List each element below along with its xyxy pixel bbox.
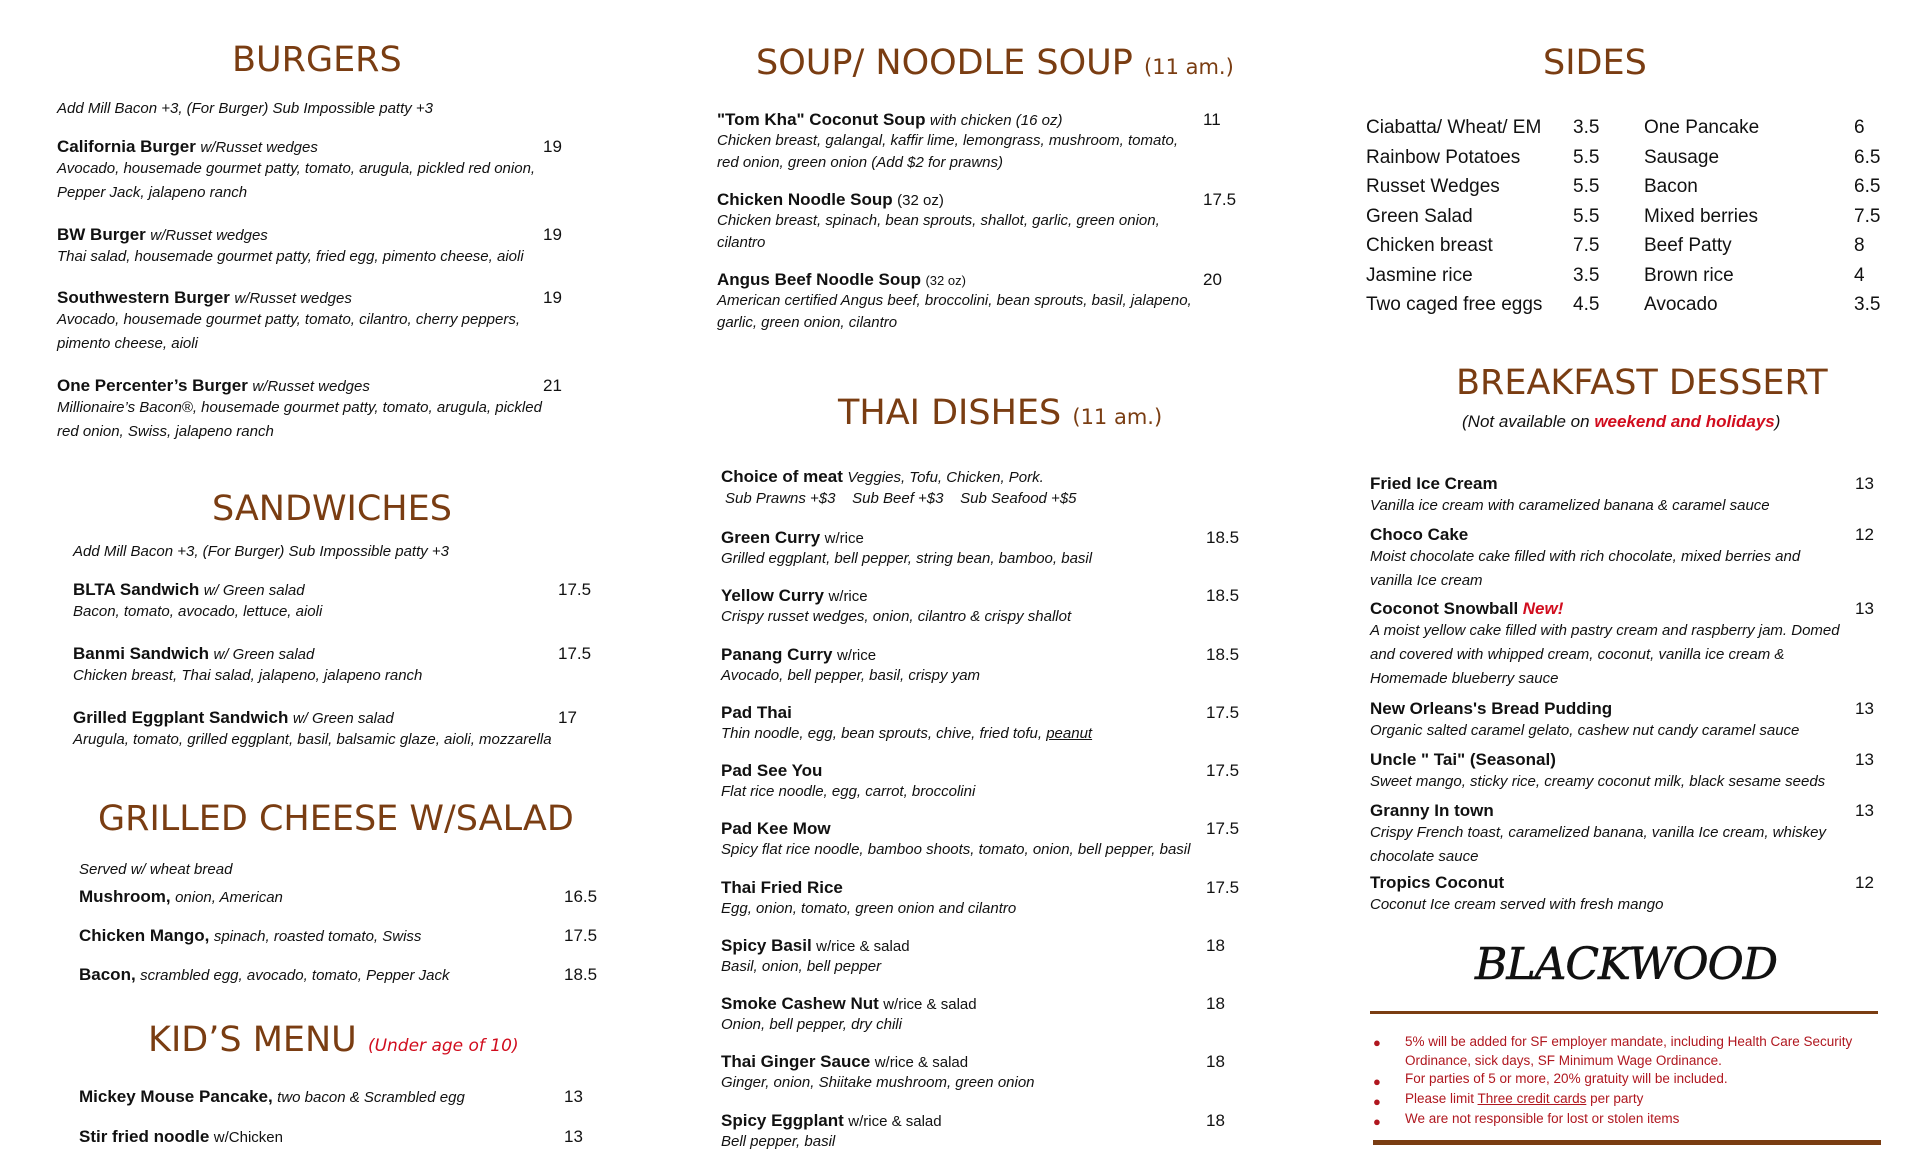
item-price: 17.5	[1206, 878, 1240, 897]
item-name: Spicy Basil	[721, 936, 812, 955]
side-name: Beef Patty	[1644, 235, 1732, 256]
side-price: 5.5	[1573, 176, 1600, 197]
item-desc: Arugula, tomato, grilled eggplant, basil, balsamic glaze, aioli, mozzarella	[73, 731, 552, 748]
item-desc	[721, 723, 1241, 745]
item-name: Tropics Coconut	[1370, 873, 1505, 892]
item-desc: Chicken breast, spinach, bean sprouts, shallot, garlic, green onion, cilantro	[717, 212, 1160, 251]
blackwood-logo	[1475, 933, 1777, 993]
item-price: 19	[543, 137, 562, 156]
item-side: two bacon & Scrambled egg	[277, 1089, 465, 1106]
menu-item	[79, 887, 619, 907]
item-price: 17.5	[558, 580, 592, 599]
side-name: Russet Wedges	[1366, 176, 1500, 197]
item-name: Panang Curry	[721, 645, 833, 664]
menu-item	[1370, 525, 1880, 593]
footer-note-3	[1405, 1091, 1643, 1106]
menu-item	[1370, 699, 1880, 743]
side-price: 7.5	[1854, 205, 1881, 227]
menu-item	[721, 936, 1241, 978]
side-name: Green Salad	[1366, 205, 1473, 227]
item-desc	[721, 898, 1241, 920]
menu-item	[57, 376, 562, 444]
kids-age-note: (Under age of 10)	[367, 1036, 519, 1056]
item-desc: Bacon, tomato, avocado, lettuce, aioli	[73, 603, 323, 620]
item-name: New Orleans's Bread Pudding	[1370, 699, 1613, 718]
availability-suffix: )	[1774, 412, 1781, 431]
footer-note-1: 5% will be added for SF employer mandate, including Health Care Security Ordinance, sick days, SF Minimum Wage Ordinance.	[1405, 1034, 1853, 1068]
item-price: 13	[1855, 801, 1874, 820]
item-name: California Burger	[57, 137, 196, 156]
dessert-availability	[1462, 412, 1780, 432]
item-desc: Vanilla ice cream with caramelized banana & caramel sauce	[1370, 497, 1770, 514]
menu-item	[79, 1087, 599, 1107]
item-name: "Tom Kha" Coconut Soup	[717, 110, 926, 129]
new-badge: New!	[1522, 599, 1564, 618]
item-name: Pad Kee Mow	[721, 819, 831, 838]
menu-item	[73, 644, 613, 688]
side-price: 6.5	[1854, 176, 1881, 197]
item-desc-text: Crispy russet wedges, onion, cilantro & crispy shallot	[721, 608, 1072, 625]
item-name: Chicken Mango,	[79, 926, 210, 945]
item-desc: Organic salted caramel gelato, cashew nut candy caramel sauce	[1370, 722, 1800, 739]
item-name: One Percenter’s Burger	[57, 376, 248, 395]
item-desc	[721, 1072, 1241, 1094]
item-desc-text: Basil, onion, bell pepper	[721, 958, 882, 975]
item-desc	[721, 781, 1241, 803]
choice-of-meat	[721, 467, 1241, 511]
choice-options: Veggies, Tofu, Chicken, Pork.	[847, 469, 1044, 486]
item-name: Bacon,	[79, 965, 136, 984]
item-name: Mushroom,	[79, 887, 171, 906]
menu-item	[721, 645, 1241, 687]
footer-note-4: We are not responsible for lost or stolen items	[1405, 1111, 1680, 1126]
item-desc-text: Grilled eggplant, bell pepper, string bean, bamboo, basil	[721, 550, 1093, 567]
item-desc	[721, 548, 1241, 570]
bullet-icon: ●	[1373, 1074, 1381, 1089]
item-price: 18	[1206, 936, 1225, 955]
item-desc-text: Avocado, bell pepper, basil, crispy yam	[721, 667, 981, 684]
item-name: Coconot Snowball	[1370, 599, 1519, 618]
item-name: Southwestern Burger	[57, 288, 230, 307]
item-price: 13	[564, 1087, 583, 1106]
item-name: Thai Ginger Sauce	[721, 1052, 871, 1071]
logo-wordmark: BLACKWOOD	[1475, 939, 1777, 990]
item-name: BW Burger	[57, 225, 146, 244]
item-desc: A moist yellow cake filled with pastry cream and raspberry jam. Domed and covered with whipped cream, coconut, vanilla ice cream & Homemade blueberry sauce	[1370, 622, 1840, 687]
menu-item	[79, 926, 619, 946]
menu-item	[57, 288, 562, 356]
side-name: Avocado	[1644, 294, 1718, 315]
side-price: 3.5	[1573, 117, 1600, 138]
item-name: Chicken Noodle Soup	[717, 190, 893, 209]
item-desc-text: Bell pepper, basil	[721, 1133, 836, 1150]
availability-prefix: (Not available on	[1462, 412, 1595, 431]
item-name: Pad See You	[721, 761, 823, 780]
side-price: 5.5	[1573, 205, 1600, 227]
item-side: w/Russet wedges	[234, 290, 352, 307]
menu-item	[721, 586, 1241, 628]
item-name: Pad Thai	[721, 703, 792, 722]
item-desc: Chicken breast, galangal, kaffir lime, lemongrass, mushroom, tomato, red onion, green onion (Add $2 for prawns)	[717, 132, 1179, 171]
item-side: w/Russet wedges	[150, 227, 268, 244]
item-price: 17.5	[1206, 761, 1240, 780]
item-name: Uncle " Tai" (Seasonal)	[1370, 750, 1556, 769]
bullet-icon: ●	[1373, 1114, 1381, 1129]
item-price: 12	[1855, 873, 1874, 892]
item-desc	[721, 956, 1241, 978]
item-price: 13	[1855, 699, 1874, 718]
menu-item	[1370, 750, 1880, 794]
item-desc	[721, 1014, 1241, 1036]
side-price: 6.5	[1854, 146, 1881, 168]
menu-item	[721, 1052, 1241, 1094]
menu-item	[1370, 801, 1880, 869]
footer-note-2: For parties of 5 or more, 20% gratuity will be included.	[1405, 1071, 1728, 1086]
item-desc: Sweet mango, sticky rice, creamy coconut milk, black sesame seeds	[1370, 773, 1826, 790]
item-desc-underlined: peanut	[1046, 725, 1093, 742]
item-desc: Avocado, housemade gourmet patty, tomato, arugula, pickled red onion, Pepper Jack, jalapeno ranch	[57, 160, 536, 201]
side-name: Sausage	[1644, 146, 1720, 168]
kids-title-text: KID’S MENU	[148, 1020, 357, 1060]
burgers-title: BURGERS	[232, 40, 402, 80]
menu-item	[721, 994, 1241, 1036]
dessert-title: BREAKFAST DESSERT	[1456, 363, 1828, 403]
bullet-icon: ●	[1373, 1094, 1381, 1109]
side-name: Bacon	[1644, 176, 1698, 197]
sandwiches-title: SANDWICHES	[212, 489, 452, 529]
item-desc: Chicken breast, Thai salad, jalapeno, jalapeno ranch	[73, 667, 423, 684]
choice-label: Choice of meat	[721, 467, 843, 486]
menu-item	[1370, 873, 1880, 917]
item-desc-text: Egg, onion, tomato, green onion and cilantro	[721, 900, 1017, 917]
menu-item	[721, 819, 1241, 861]
item-desc	[721, 665, 1241, 687]
item-side: w/rice	[836, 647, 877, 664]
side-price: 4.5	[1573, 294, 1600, 315]
menu-item	[721, 703, 1241, 745]
item-side: (32 oz)	[897, 192, 944, 209]
item-name: Grilled Eggplant Sandwich	[73, 708, 289, 727]
item-name: Spicy Eggplant	[721, 1111, 844, 1130]
menu-item	[57, 137, 562, 205]
item-desc-text: Spicy flat rice noodle, bamboo shoots, tomato, onion, bell pepper, basil	[721, 841, 1191, 858]
menu-item	[79, 965, 619, 985]
item-price: 13	[1855, 599, 1874, 618]
item-side: w/Chicken	[213, 1129, 283, 1146]
item-name: Granny In town	[1370, 801, 1494, 820]
menu-item	[73, 708, 613, 752]
item-name: Banmi Sandwich	[73, 644, 210, 663]
note-3-pre: Please limit	[1405, 1091, 1475, 1106]
item-price: 21	[543, 376, 562, 395]
item-price: 18	[1206, 1052, 1225, 1071]
item-desc: Thai salad, housemade gourmet patty, fried egg, pimento cheese, aioli	[57, 248, 524, 265]
menu-item	[717, 270, 1237, 334]
item-desc-text: Flat rice noodle, egg, carrot, broccolini	[721, 783, 976, 800]
menu-item	[57, 225, 562, 269]
sandwiches-note: Add Mill Bacon +3, (For Burger) Sub Impossible patty +3	[73, 543, 450, 560]
menu-item	[717, 190, 1237, 254]
soup-hours: (11 am.)	[1144, 55, 1234, 79]
burgers-note: Add Mill Bacon +3, (For Burger) Sub Impossible patty +3	[57, 100, 434, 117]
item-side: w/rice & salad	[848, 1113, 942, 1130]
menu-item	[721, 878, 1241, 920]
logo-icon	[1475, 933, 1777, 993]
item-side: with chicken (16 oz)	[929, 112, 1063, 129]
menu-item	[1370, 474, 1880, 518]
side-name: Ciabatta/ Wheat/ EM	[1366, 117, 1542, 138]
item-desc-text: Ginger, onion, Shiitake mushroom, green onion	[721, 1074, 1035, 1091]
side-name: Mixed berries	[1644, 205, 1759, 227]
item-desc	[721, 839, 1241, 861]
item-desc: Coconut Ice cream served with fresh mango	[1370, 896, 1664, 913]
item-side: spinach, roasted tomato, Swiss	[213, 928, 422, 945]
item-name: BLTA Sandwich	[73, 580, 200, 599]
sides-title: SIDES	[1543, 43, 1647, 83]
choice-subs: Sub Prawns +$3 Sub Beef +$3 Sub Seafood +$5	[725, 490, 1077, 507]
item-desc: Moist chocolate cake filled with rich chocolate, mixed berries and vanilla Ice cream	[1370, 548, 1801, 589]
item-name: Thai Fried Rice	[721, 878, 843, 897]
item-side: w/ Green salad	[213, 646, 315, 663]
footer-divider-top	[1370, 1011, 1878, 1014]
menu-item	[721, 761, 1241, 803]
grilled-cheese-title: GRILLED CHEESE W/SALAD	[98, 799, 574, 839]
item-price: 17.5	[1206, 819, 1240, 838]
side-price: 8	[1854, 235, 1865, 256]
item-side: w/Russet wedges	[200, 139, 318, 156]
item-price: 13	[564, 1127, 583, 1146]
item-price: 12	[1855, 525, 1874, 544]
side-price: 6	[1854, 117, 1865, 138]
item-price: 19	[543, 225, 562, 244]
item-name: Mickey Mouse Pancake,	[79, 1087, 273, 1106]
soup-title	[756, 43, 1234, 83]
menu-item	[717, 110, 1237, 174]
item-side: w/rice & salad	[874, 1054, 969, 1071]
side-price: 3.5	[1573, 264, 1600, 286]
side-price: 3.5	[1854, 294, 1881, 315]
item-desc	[721, 1131, 1241, 1153]
thai-title-text: THAI DISHES	[838, 393, 1062, 433]
item-price: 18.5	[564, 965, 598, 984]
item-price: 18.5	[1206, 586, 1240, 605]
item-price: 16.5	[564, 887, 598, 906]
item-name: Choco Cake	[1370, 525, 1469, 544]
item-side: w/rice & salad	[816, 938, 910, 955]
item-price: 18	[1206, 1111, 1225, 1130]
item-price: 17	[558, 708, 577, 727]
side-price: 5.5	[1573, 146, 1600, 168]
item-side: w/rice	[824, 530, 864, 547]
note-3-link: Three credit cards	[1477, 1091, 1587, 1106]
item-price: 18.5	[1206, 528, 1240, 547]
thai-hours: (11 am.)	[1072, 405, 1163, 429]
item-price: 13	[1855, 750, 1874, 769]
item-price: 17.5	[1206, 703, 1240, 722]
thai-title	[838, 393, 1162, 433]
item-desc: Millionaire’s Bacon®, housemade gourmet patty, tomato, arugula, pickled red onion, Swiss, jalapeno ranch	[57, 399, 542, 440]
item-desc	[721, 606, 1241, 628]
item-price: 18.5	[1206, 645, 1240, 664]
side-price: 4	[1854, 264, 1865, 286]
item-price: 17.5	[1203, 190, 1237, 209]
item-side: w/ Green salad	[203, 582, 305, 599]
menu-item	[79, 1127, 599, 1147]
item-name: Fried Ice Cream	[1370, 474, 1498, 493]
bullet-icon: ●	[1373, 1035, 1381, 1050]
item-name: Yellow Curry	[721, 586, 824, 605]
item-desc: Avocado, housemade gourmet patty, tomato, cilantro, cherry peppers, pimento cheese, aioli	[57, 311, 521, 352]
kids-title	[148, 1020, 519, 1060]
item-side: scrambled egg, avocado, tomato, Pepper Jack	[140, 967, 450, 984]
item-side: (32 oz)	[925, 273, 966, 288]
menu-item	[73, 580, 613, 624]
item-side: w/rice	[828, 588, 868, 605]
item-price: 18	[1206, 994, 1225, 1013]
item-name: Stir fried noodle	[79, 1127, 210, 1146]
menu-item	[721, 1111, 1241, 1153]
item-side: w/Russet wedges	[252, 378, 370, 395]
item-desc-text: Onion, bell pepper, dry chili	[721, 1016, 902, 1033]
item-name: Angus Beef Noodle Soup	[717, 270, 921, 289]
item-desc: American certified Angus beef, broccolini, bean sprouts, basil, jalapeno, garlic, green onion, cilantro	[717, 292, 1192, 331]
side-name: Jasmine rice	[1366, 264, 1473, 286]
item-desc-text: Thin noodle, egg, bean sprouts, chive, fried tofu,	[721, 725, 1043, 742]
side-name: Brown rice	[1644, 264, 1734, 286]
availability-highlight: weekend and holidays	[1594, 412, 1775, 431]
item-side: w/rice & salad	[883, 996, 977, 1013]
side-name: Rainbow Potatoes	[1366, 146, 1521, 168]
item-price: 19	[543, 288, 562, 307]
item-side: onion, American	[175, 889, 283, 906]
item-desc: Crispy French toast, caramelized banana, vanilla Ice cream, whiskey chocolate sauce	[1370, 824, 1827, 865]
soup-title-text: SOUP/ NOODLE SOUP	[756, 43, 1133, 83]
item-price: 13	[1855, 474, 1874, 493]
side-name: One Pancake	[1644, 117, 1760, 138]
side-name: Chicken breast	[1366, 235, 1493, 256]
item-name: Green Curry	[721, 528, 821, 547]
item-price: 17.5	[564, 926, 598, 945]
item-side: w/ Green salad	[292, 710, 394, 727]
item-price: 17.5	[558, 644, 592, 663]
side-name: Two caged free eggs	[1366, 294, 1543, 315]
footer-divider-bottom	[1373, 1140, 1881, 1145]
menu-item	[1370, 599, 1880, 691]
item-price: 11	[1203, 110, 1221, 129]
menu-item	[721, 528, 1241, 570]
item-price: 20	[1203, 270, 1222, 289]
note-3-post: per party	[1590, 1091, 1644, 1106]
side-price: 7.5	[1573, 235, 1600, 256]
grilled-cheese-note: Served w/ wheat bread	[79, 861, 233, 878]
item-name: Smoke Cashew Nut	[721, 994, 879, 1013]
